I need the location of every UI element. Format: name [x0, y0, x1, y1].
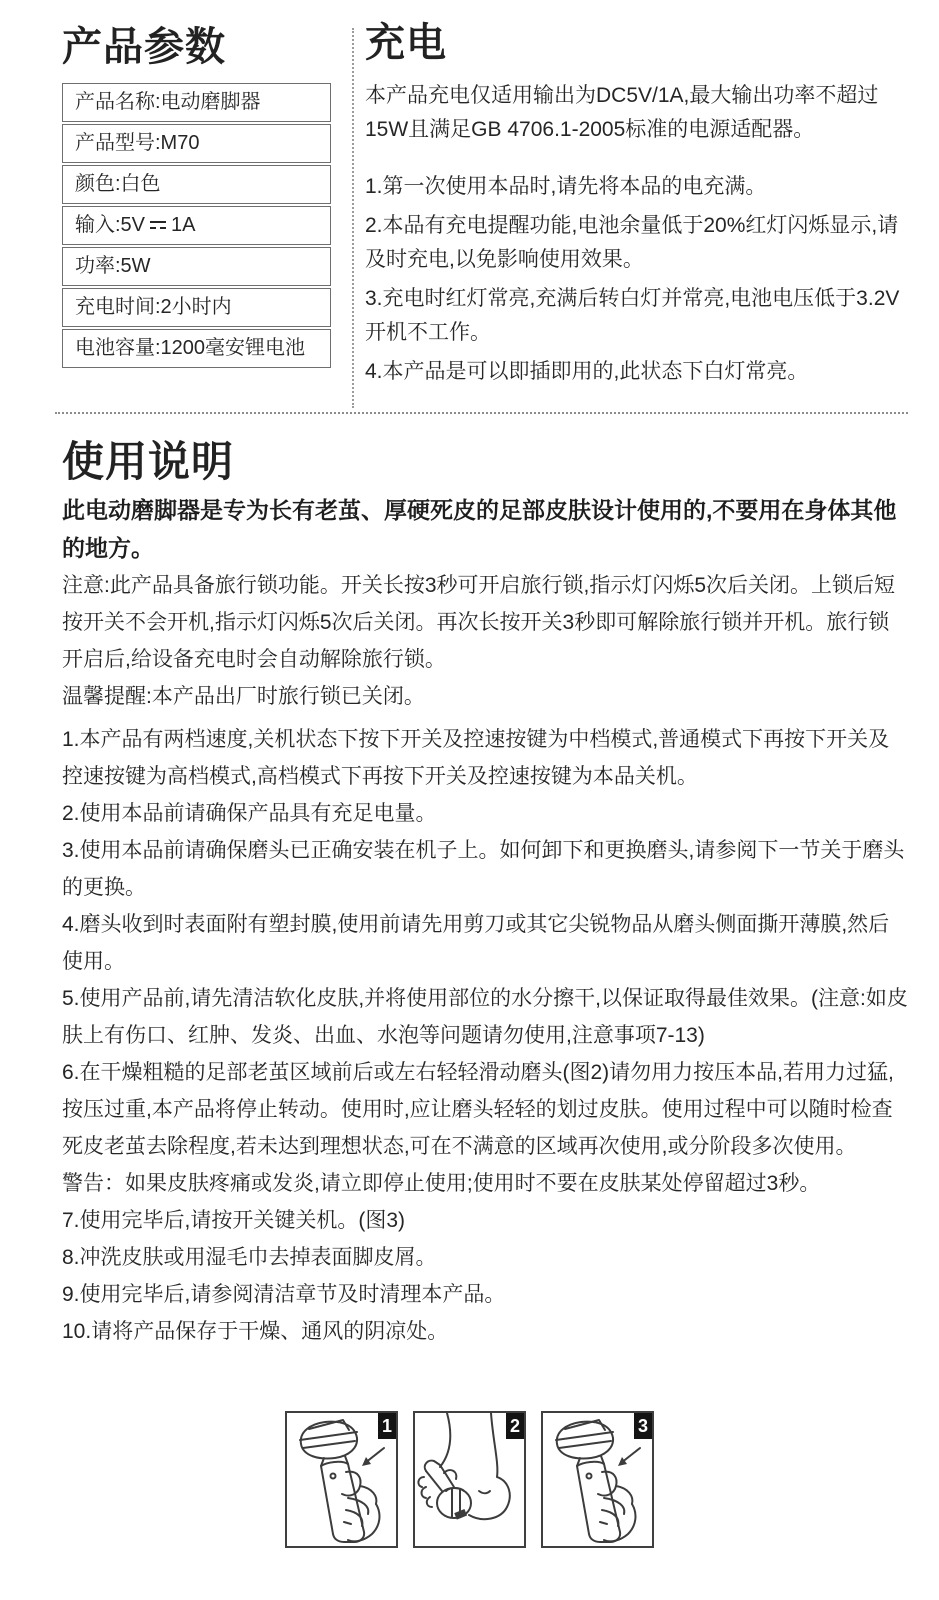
spec-text: 输入:5V	[75, 214, 146, 236]
figure-2-box	[413, 1411, 526, 1548]
charging-intro: 本产品充电仅适用输出为DC5V/1A,最大输出功率不超过15W且满足GB 4706.1-2005标准的电源适配器。	[365, 84, 879, 141]
travel-lock-notice: 注意:此产品具备旅行锁功能。开关长按3秒可开启旅行锁,指示灯闪烁5次后关闭。上锁后短按开关不会开机,指示灯闪烁5次后关闭。再次长按开关3秒即可解除旅行锁并开机。旅行锁开启后,给设备充电时会自动解除旅行锁。	[62, 574, 896, 671]
charging-item: 1.第一次使用本品时,请先将本品的电充满。	[365, 175, 767, 198]
spec-text: 功率:5W	[75, 255, 151, 277]
spec-row-product-name	[62, 83, 331, 122]
spec-row-power	[62, 247, 331, 286]
spec-text: 产品型号:M70	[75, 132, 200, 154]
spec-row-color	[62, 165, 331, 204]
figure-1-box	[285, 1411, 398, 1548]
charging-item: 3.充电时红灯常亮,充满后转白灯并常亮,电池电压低于3.2V开机不工作。	[365, 287, 900, 344]
dc-current-icon	[150, 220, 166, 231]
spec-table	[62, 83, 331, 368]
usage-step: 9.使用完毕后,请参阅清洁章节及时清理本产品。	[62, 1283, 506, 1306]
usage-step: 10.请将产品保存于干燥、通风的阴凉处。	[62, 1320, 449, 1343]
spec-text: 颜色:白色	[75, 173, 161, 195]
usage-step: 2.使用本品前请确保产品具有充足电量。	[62, 802, 437, 825]
column-divider	[352, 28, 354, 408]
charging-item: 4.本产品是可以即插即用的,此状态下白灯常亮。	[365, 360, 809, 383]
spec-row-model	[62, 124, 331, 163]
usage-warning: 警告：如果皮肤疼痛或发炎,请立即停止使用;使用时不要在皮肤某处停留超过3秒。	[62, 1172, 821, 1195]
figure-3-box	[541, 1411, 654, 1548]
usage-step: 4.磨头收到时表面附有塑封膜,使用前请先用剪刀或其它尖锐物品从磨头侧面撕开薄膜,然后使用。	[62, 913, 890, 973]
top-section	[0, 0, 939, 414]
usage-step: 6.在干燥粗糙的足部老茧区域前后或左右轻轻滑动磨头(图2)请勿用力按压本品,若用力过猛,按压过重,本产品将停止转动。使用时,应让磨头轻轻的划过皮肤。使用过程中可以随时检查死皮老茧去除程度,若未达到理想状态,可在不满意的区域再次使用,或分阶段多次使用。	[62, 1061, 894, 1158]
figure-number-badge: 1	[378, 1413, 396, 1439]
usage-section	[0, 439, 939, 1350]
spec-text: 电池容量:1200毫安锂电池	[75, 337, 306, 359]
spec-text: 产品名称:电动磨脚器	[75, 91, 261, 113]
spec-row-input	[62, 206, 331, 245]
charging-column	[365, 0, 910, 394]
charging-title: 充电	[365, 21, 447, 65]
figure-strip	[0, 1411, 939, 1548]
specs-column	[62, 0, 353, 370]
spec-row-charge-time	[62, 288, 331, 327]
spec-text: 充电时间:2小时内	[75, 296, 232, 318]
section-divider	[55, 412, 908, 414]
figure-number-badge: 3	[634, 1413, 652, 1439]
usage-step: 1.本产品有两档速度,关机状态下按下开关及控速按键为中档模式,普通模式下再按下开关及控速按键为高档模式,高档模式下再按下开关及控速按键为本品关机。	[62, 728, 890, 788]
specs-title: 产品参数	[62, 25, 226, 69]
spec-row-battery	[62, 329, 331, 368]
charging-item: 2.本品有充电提醒功能,电池余量低于20%红灯闪烁显示,请及时充电,以免影响使用效果。	[365, 214, 899, 271]
factory-reminder: 温馨提醒:本产品出厂时旅行锁已关闭。	[62, 685, 425, 708]
usage-step: 7.使用完毕后,请按开关键关机。(图3)	[62, 1209, 406, 1232]
spec-text: 1A	[171, 214, 196, 236]
usage-step: 5.使用产品前,请先清洁软化皮肤,并将使用部位的水分擦干,以保证取得最佳效果。(注意:如皮肤上有伤口、红肿、发炎、出血、水泡等问题请勿使用,注意事项7-13)	[62, 987, 908, 1047]
usage-title: 使用说明	[62, 438, 235, 485]
usage-step: 8.冲洗皮肤或用湿毛巾去掉表面脚皮屑。	[62, 1246, 437, 1269]
figure-number-badge: 2	[506, 1413, 524, 1439]
usage-intro: 此电动磨脚器是专为长有老茧、厚硬死皮的足部皮肤设计使用的,不要用在身体其他的地方。	[62, 497, 897, 561]
usage-step: 3.使用本品前请确保磨头已正确安装在机子上。如何卸下和更换磨头,请参阅下一节关于磨头的更换。	[62, 839, 905, 899]
